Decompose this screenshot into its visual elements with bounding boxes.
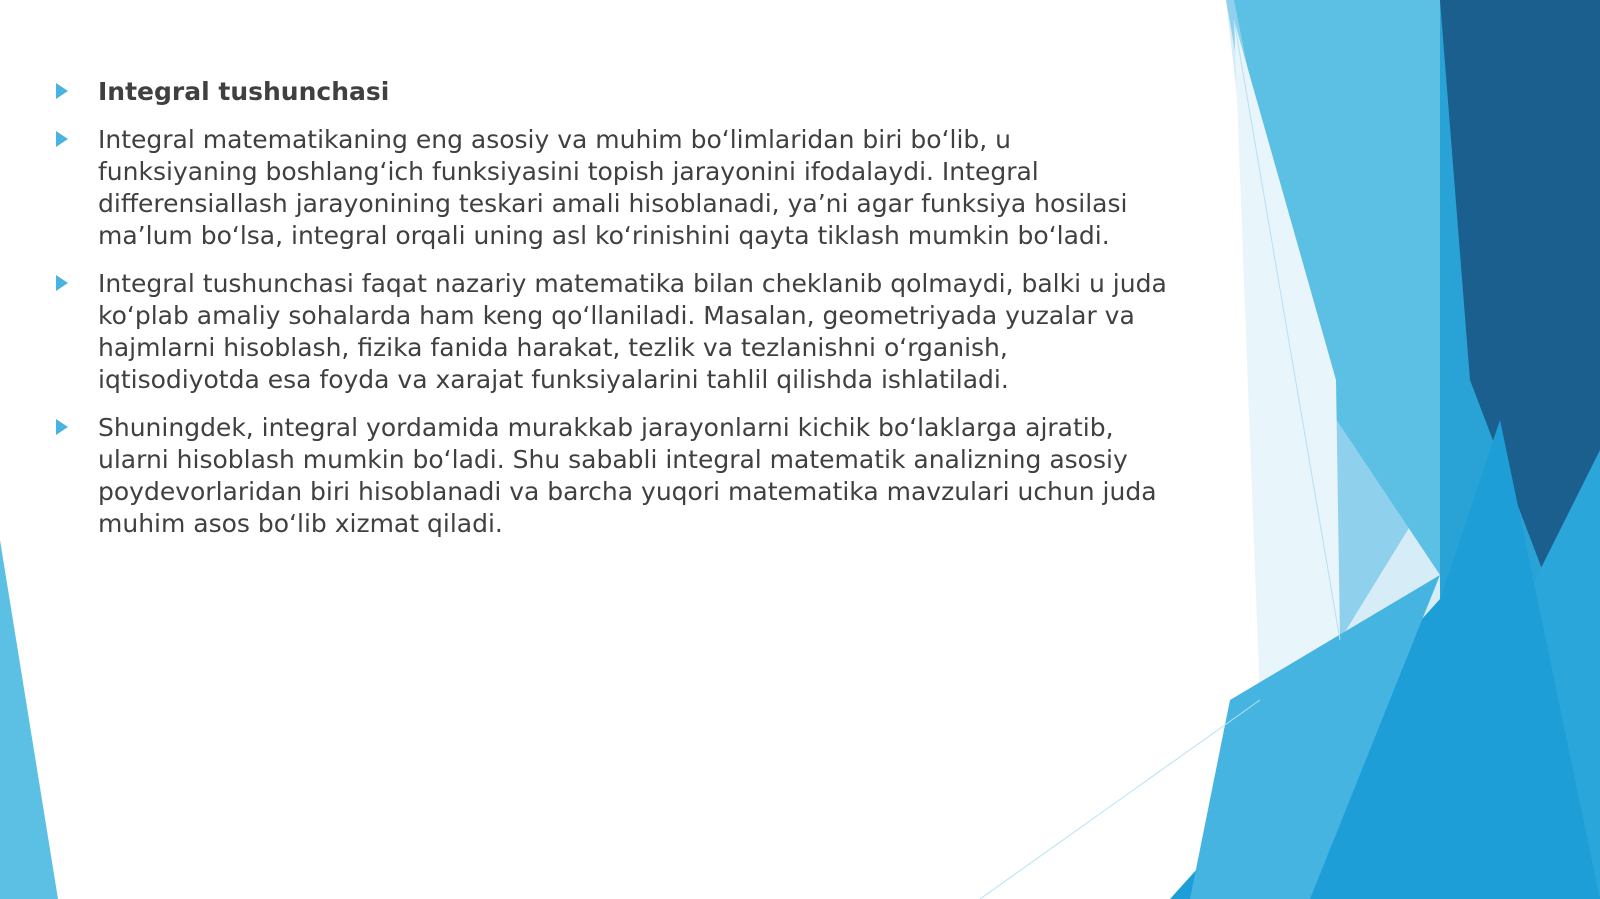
bullet-item-applications: [52, 268, 1172, 396]
bullet-text: Shuningdek, integral yordamida murakkab jarayonlarni kichik bo‘laklarga ajratib, ularni hisoblash mumkin bo‘ladi. Shu sababli integral matematik analizning asosiy poydevorlaridan biri hisoblanadi va barcha yuqori matematika mavzulari uchun juda muhim asos bo‘lib xizmat qiladi.: [98, 413, 1157, 538]
bullet-text: Integral tushunchasi: [98, 77, 390, 106]
triangle-bullet-icon: [56, 131, 68, 147]
bullet-item-importance: [52, 412, 1172, 540]
triangle-bullet-icon: [56, 83, 68, 99]
bullet-item-title: [52, 76, 1172, 108]
slide-body: [52, 76, 1172, 556]
bullet-text: Integral matematikaning eng asosiy va muhim bo‘limlaridan biri bo‘lib, u funksiyaning boshlang‘ich funksiyasini topish jarayonini ifodalaydi. Integral differensiallash jarayonining teskari amali hisoblanadi, ya’ni agar funksiya hosilasi ma’lum bo‘lsa, integral orqali uning asl ko‘rinishini qayta tiklash mumkin bo‘ladi.: [98, 125, 1128, 250]
bullet-list: [52, 76, 1172, 540]
left-facet-shape: [0, 540, 58, 899]
bullet-text: Integral tushunchasi faqat nazariy matematika bilan cheklanib qolmaydi, balki u juda ko‘plab amaliy sohalarda ham keng qo‘llaniladi. Masalan, geometriyada yuzalar va hajmlarni hisoblash, fizika fanida harakat, tezlik va tezlanishni o‘rganish, iqtisodiyotda esa foyda va xarajat funksiyalarini tahlil qilishda ishlatiladi.: [98, 269, 1167, 394]
triangle-bullet-icon: [56, 275, 68, 291]
triangle-bullet-icon: [56, 419, 68, 435]
bullet-item-definition: [52, 124, 1172, 252]
